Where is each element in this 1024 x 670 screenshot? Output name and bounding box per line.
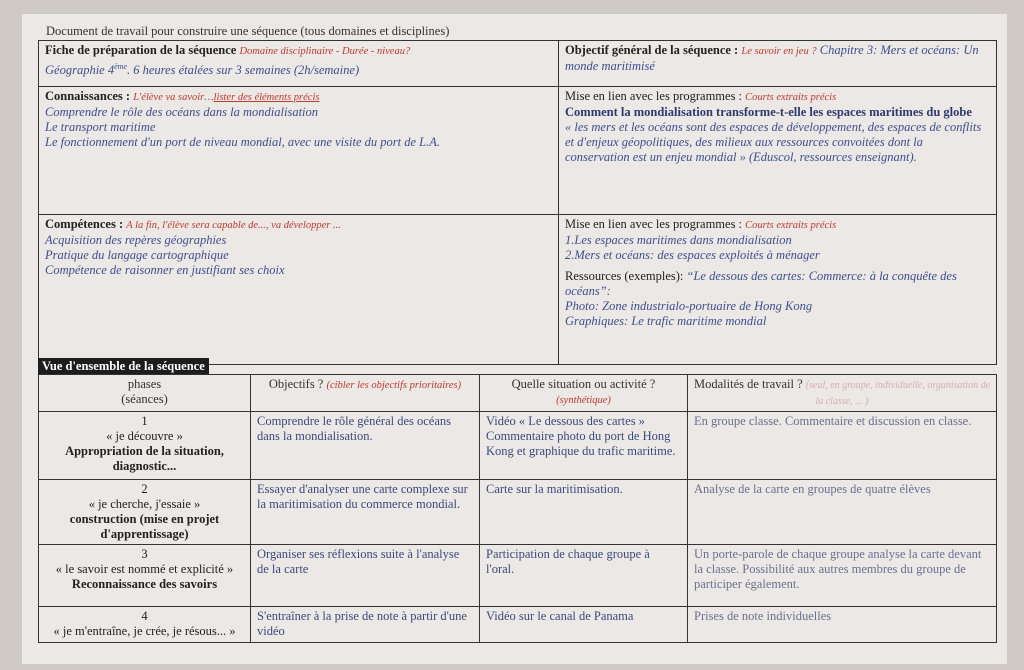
- objectif-cell: S'entraîner à la prise de note à partir d'une vidéo: [251, 607, 480, 643]
- objectif-cell: Essayer d'analyser une carte complexe sur la maritimisation du commerce mondial.: [251, 480, 480, 545]
- header-situation: Quelle situation ou activité ? (synthétique): [480, 375, 688, 412]
- phases-table: [38, 374, 997, 643]
- programmes-cell-1: [559, 87, 997, 215]
- connaissances-item: Comprendre le rôle des océans dans la mondialisation: [45, 105, 319, 119]
- programmes-quote: « les mers et les océans sont des espaces de développement, des espaces de conflits et d'enjeux géopolitiques, des milieux aux ressources convoitées dont la conservation est un enjeu mondial » (Eduscol, ressources enseignant).: [565, 120, 982, 164]
- objectif-cell: Organiser ses réflexions suite à l'analyse de la carte: [251, 545, 480, 607]
- resources-line: Photo: Zone industrialo-portuaire de Hong Kong: [565, 299, 813, 313]
- programmes-label: Mise en lien avec les programmes :: [565, 217, 743, 231]
- resources-line: Graphiques: Le trafic maritime mondial: [565, 314, 767, 328]
- modalites-cell: Analyse de la carte en groupes de quatre élèves: [688, 480, 997, 545]
- connaissances-hint: L'élève va savoir…: [133, 92, 214, 103]
- table-row: [39, 412, 997, 480]
- programmes-label: Mise en lien avec les programmes :: [565, 89, 743, 103]
- document-title: Document de travail pour construire une séquence (tous domaines et disciplines): [46, 24, 450, 38]
- resources-label: Ressources (exemples):: [565, 269, 684, 283]
- fiche-label: Fiche de préparation de la séquence: [45, 43, 237, 57]
- phase-cell: 1 « je découvre » Appropriation de la situation, diagnostic...: [39, 412, 251, 480]
- competences-cell: [39, 215, 559, 365]
- competences-label: Compétences :: [45, 217, 124, 231]
- modalites-cell: En groupe classe. Commentaire et discussion en classe.: [688, 412, 997, 480]
- fiche-hint: Domaine disciplinaire - Durée - niveau?: [239, 46, 411, 57]
- objectif-general-label: Objectif général de la séquence :: [565, 43, 739, 57]
- situation-cell: Carte sur la maritimisation.: [480, 480, 688, 545]
- connaissances-label: Connaissances :: [45, 89, 131, 103]
- programmes-item: 2.Mers et océans: des espaces exploités à ménager: [565, 248, 820, 262]
- phases-header-row: [39, 375, 997, 412]
- programmes-cell-2: [559, 215, 997, 365]
- fiche-cell: [39, 41, 559, 87]
- table-row: [39, 545, 997, 607]
- resources-line: “Le dessous des cartes: Commerce: à la conquête des océans”:: [565, 269, 957, 298]
- situation-cell: Vidéo « Le dessous des cartes » Commentaire photo du port de Hong Kong et graphique du trafic maritime.: [480, 412, 688, 480]
- programmes-hint: Courts extraits précis: [745, 92, 837, 103]
- competences-item: Pratique du langage cartographique: [45, 248, 229, 262]
- table-row: [39, 607, 997, 643]
- programmes-hint: Courts extraits précis: [745, 220, 837, 231]
- situation-cell: Vidéo sur le canal de Panama: [480, 607, 688, 643]
- programmes-item: 1.Les espaces maritimes dans mondialisation: [565, 233, 792, 247]
- header-phases: phases (séances): [39, 375, 251, 412]
- phase-cell: 3 « le savoir est nommé et explicité » Reconnaissance des savoirs: [39, 545, 251, 607]
- phase-cell: 2 « je cherche, j'essaie » construction (mise en projet d'apprentissage): [39, 480, 251, 545]
- programmes-bold-text: Comment la mondialisation transforme-t-elle les espaces maritimes du globe: [565, 105, 972, 119]
- objectif-general-hint: Le savoir en jeu ?: [741, 46, 817, 57]
- fiche-value: Géographie 4ème. 6 heures étalées sur 3 semaines (2h/semaine): [45, 62, 360, 78]
- objectif-cell: Comprendre le rôle général des océans dans la mondialisation.: [251, 412, 480, 480]
- objectif-general-cell: [559, 41, 997, 87]
- table-row: [39, 480, 997, 545]
- situation-cell: Participation de chaque groupe à l'oral.: [480, 545, 688, 607]
- objectif-general-value: Chapitre 3: Mers et océans: Un monde maritimisé: [565, 43, 979, 73]
- header-objectifs: Objectifs ? (cibler les objectifs prioritaires): [251, 375, 480, 412]
- overview-label: Vue d'ensemble de la séquence: [38, 358, 209, 374]
- phase-cell: 4 « je m'entraîne, je crée, je résous... »: [39, 607, 251, 643]
- connaissances-cell: [39, 87, 559, 215]
- connaissances-item: Le fonctionnement d'un port de niveau mondial, avec une visite du port de L.A.: [45, 135, 440, 149]
- modalites-cell: Un porte-parole de chaque groupe analyse la carte devant la classe. Possibilité aux autres membres du groupe de participer également.: [688, 545, 997, 607]
- connaissances-hint2: lister des éléments précis: [213, 92, 320, 103]
- competences-item: Acquisition des repères géographies: [45, 233, 227, 247]
- header-modalites: Modalités de travail ? (seul, en groupe, individuelle, organisation de la classe, ... ): [688, 375, 997, 412]
- preparation-table: [38, 40, 997, 365]
- document-sheet: [22, 14, 1007, 664]
- competences-item: Compétence de raisonner en justifiant ses choix: [45, 263, 285, 277]
- competences-hint: A la fin, l'élève sera capable de..., va développer ...: [126, 220, 341, 231]
- modalites-cell: Prises de note individuelles: [688, 607, 997, 643]
- connaissances-item: Le transport maritime: [45, 120, 156, 134]
